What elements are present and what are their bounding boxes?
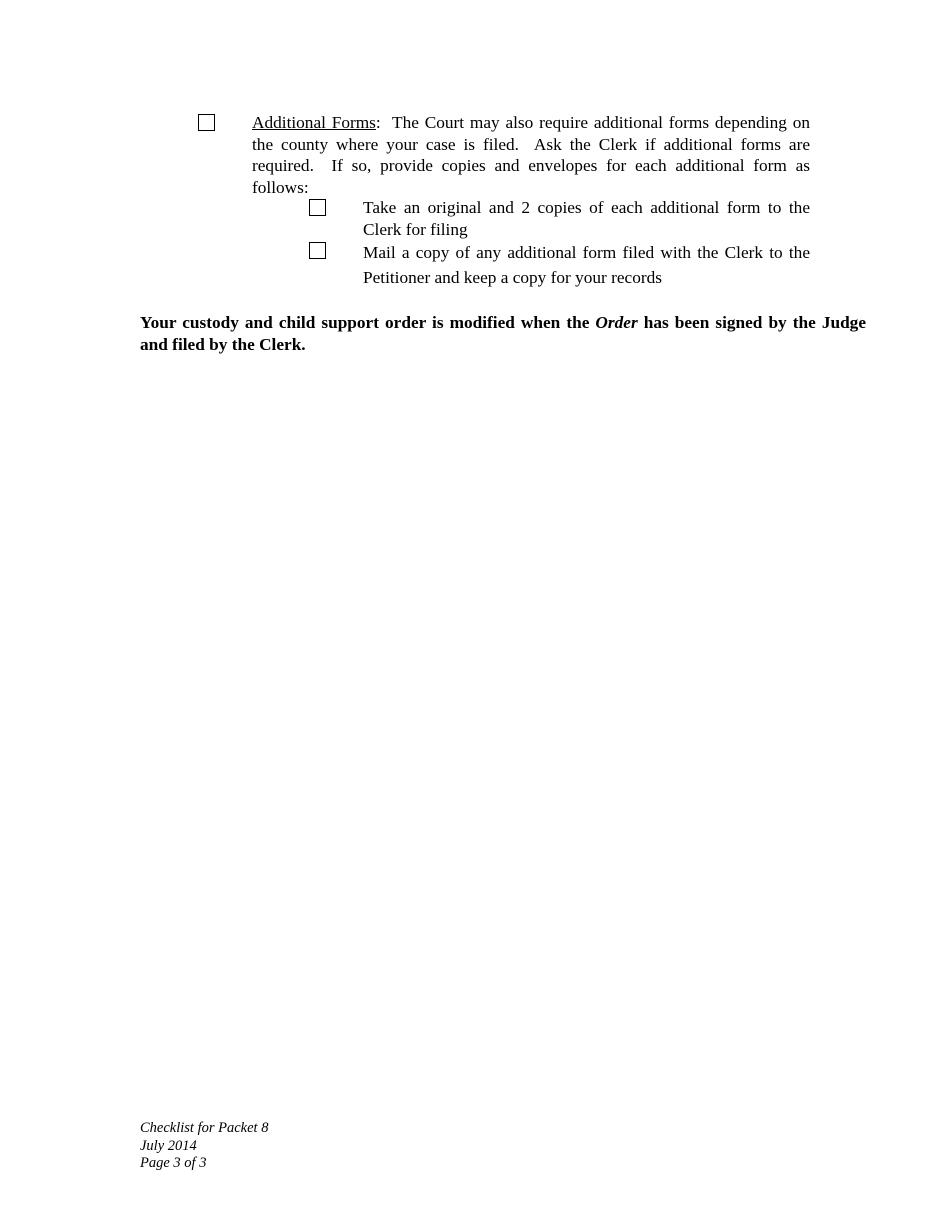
- sub-item-checkbox-mail-copy[interactable]: [309, 242, 326, 259]
- sub-item-original-copies: Take an original and 2 copies of each additional form to the Clerk for filing: [363, 198, 810, 239]
- additional-forms-text: The Court may also require additional forms depending on the county where your case is filed. Ask the Clerk if additional forms are required. If so, provide copies and envelopes for each additional form as follows:: [252, 113, 815, 197]
- custody-order-note: [140, 312, 866, 355]
- page-footer: [140, 1120, 268, 1173]
- additional-forms-paragraph: [252, 112, 815, 198]
- additional-forms-title: Additional Forms: [252, 113, 376, 132]
- note-text-after: has been signed by the Judge and filed by the Clerk.: [140, 313, 866, 354]
- additional-forms-checkbox[interactable]: [198, 114, 215, 131]
- footer-date: July 2014: [140, 1137, 197, 1154]
- sub-item-checkbox-original-copies[interactable]: [309, 199, 326, 216]
- footer-page-number: Page 3 of 3: [140, 1155, 207, 1171]
- footer-document-title: Checklist for Packet 8: [140, 1120, 269, 1136]
- sub-item-mail-copy: Mail a copy of any additional form filed with the Clerk to the Petitioner and keep a copy for your records: [363, 243, 810, 287]
- note-text-before: Your custody and child support order is modified when the: [140, 313, 596, 332]
- note-emphasis-order: Order: [595, 313, 638, 332]
- additional-forms-colon: :: [375, 113, 381, 132]
